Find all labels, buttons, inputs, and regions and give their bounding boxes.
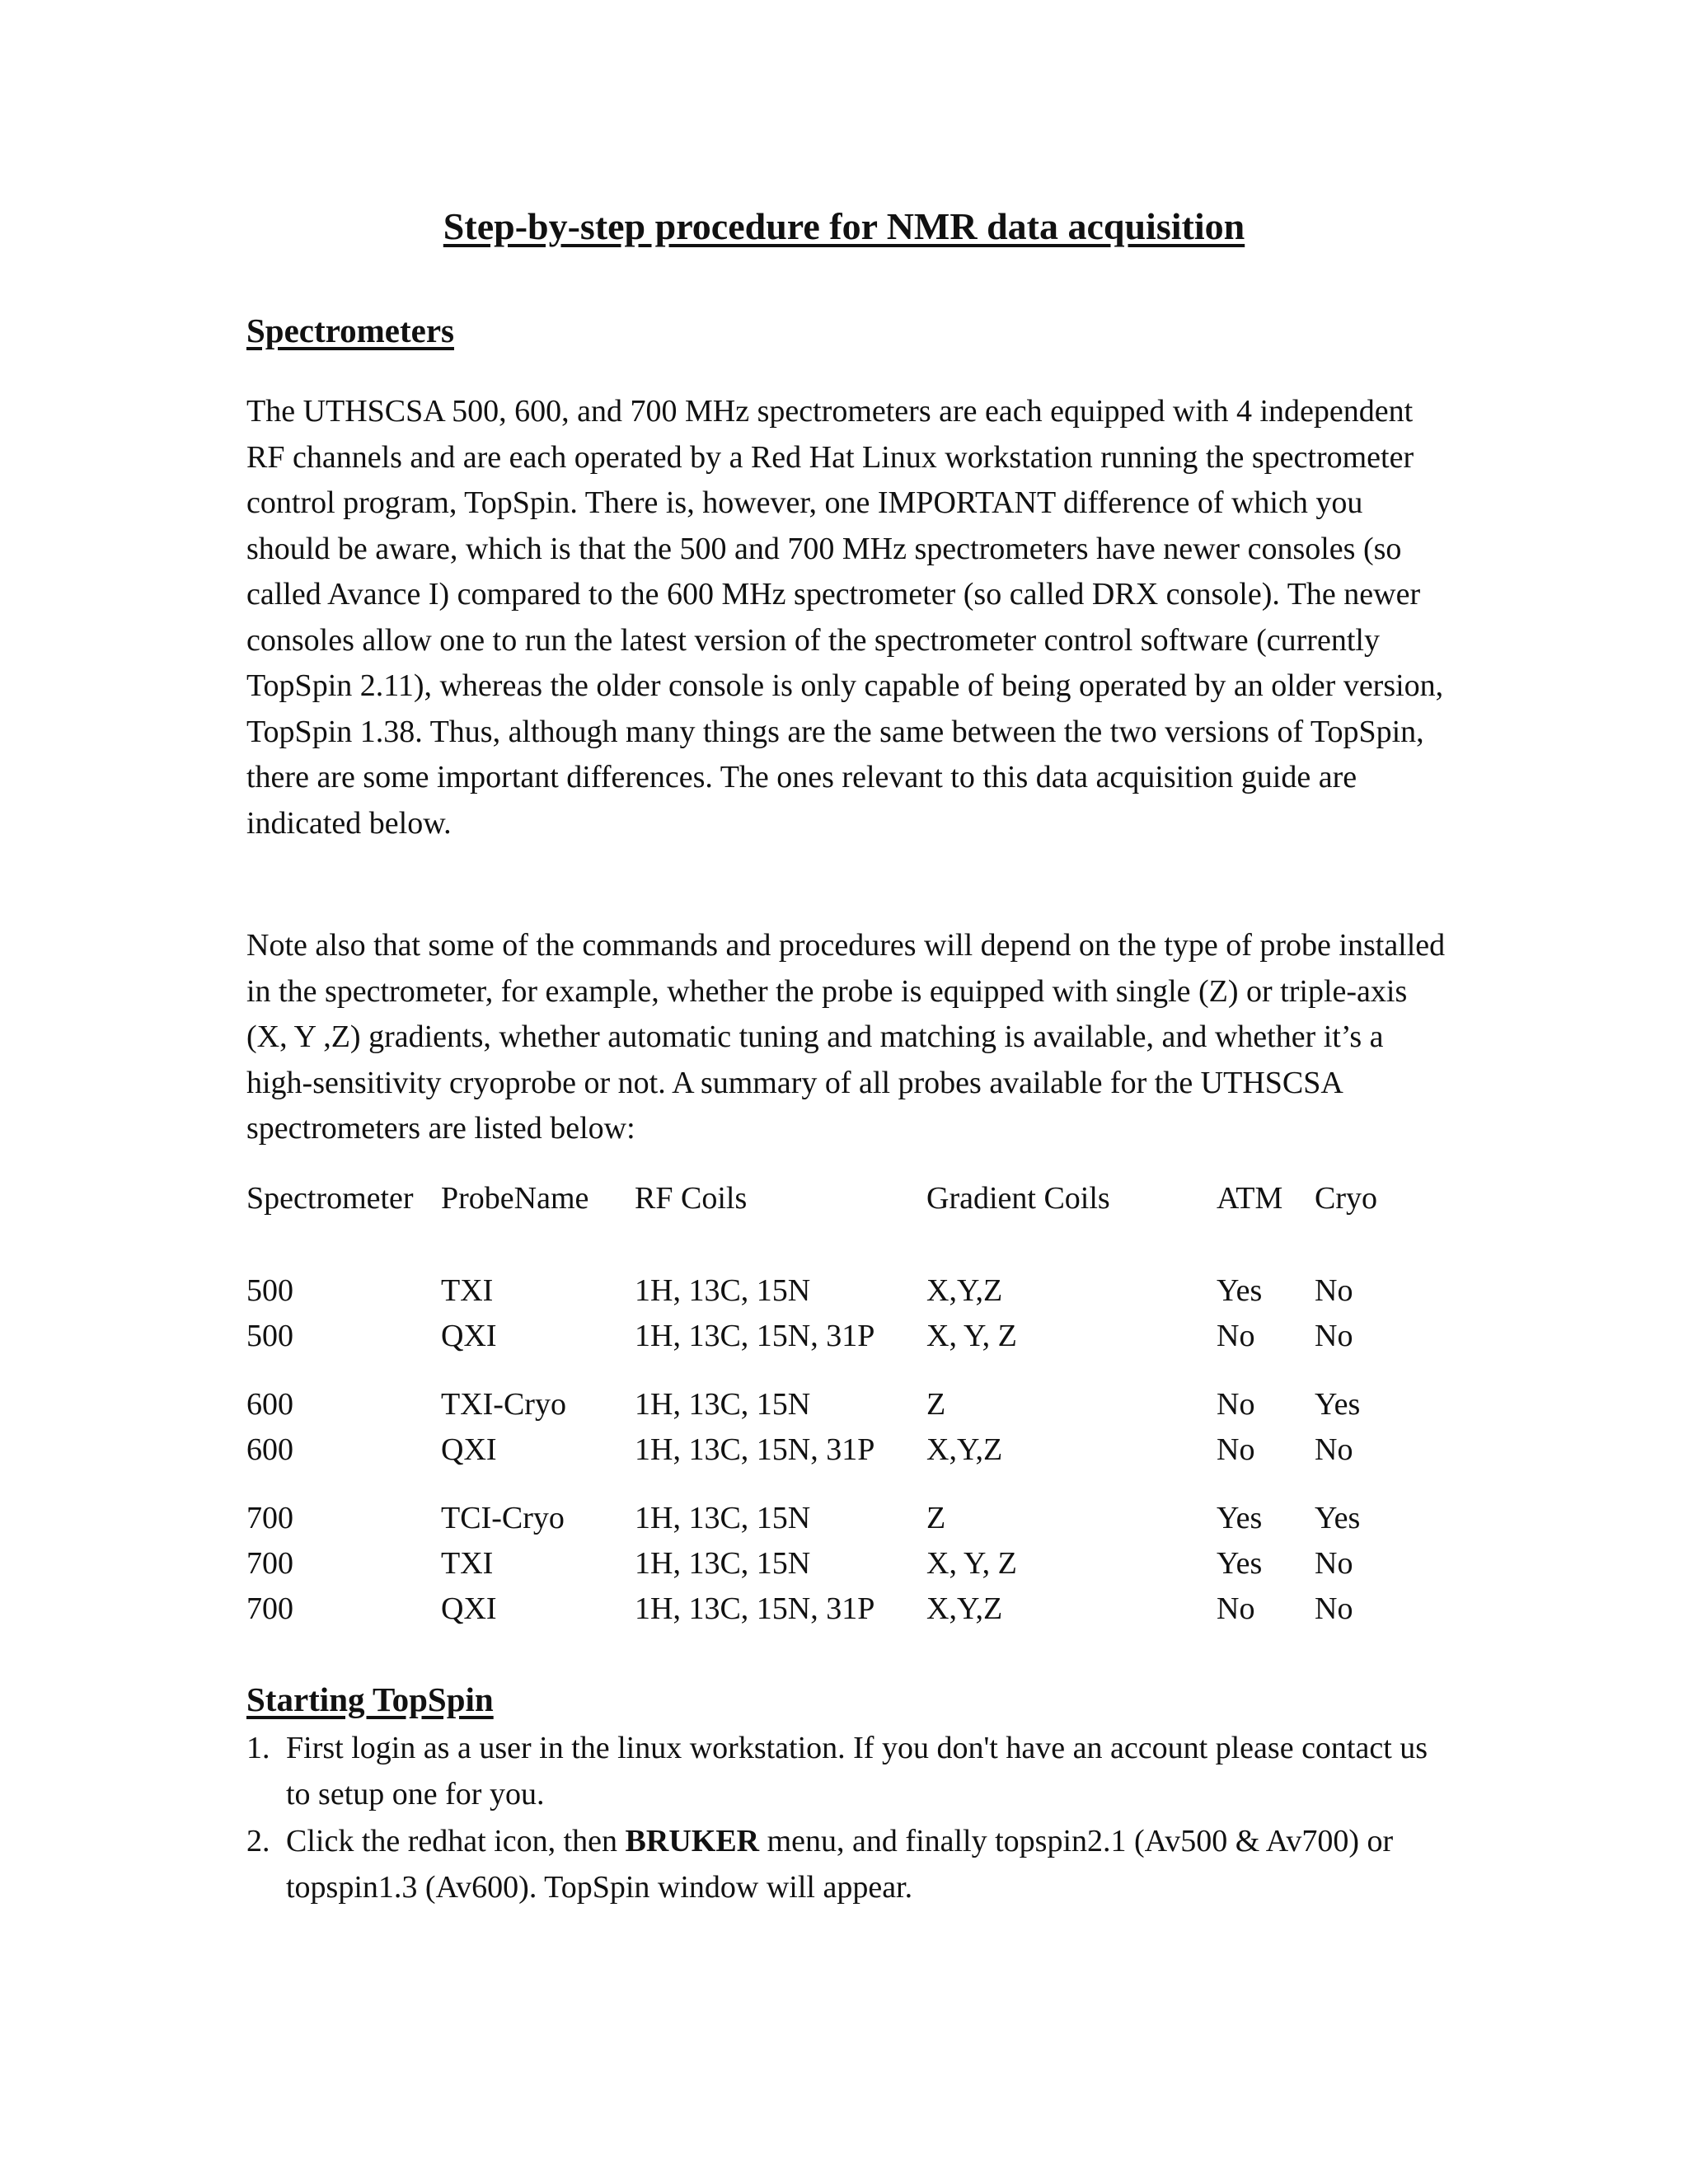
table-cell: No [1315,1432,1353,1467]
section-heading-starting-topspin: Starting TopSpin [246,1680,494,1718]
table-cell: No [1217,1432,1255,1467]
section-heading-spectrometers: Spectrometers [246,312,454,349]
table-cell: Yes [1217,1546,1263,1581]
table-cell: TXI [441,1546,494,1581]
table-cell: No [1315,1273,1353,1308]
list-item [246,1725,1450,1817]
table-cell: 1H, 13C, 15N, 31P [635,1591,875,1626]
table-cell: 1H, 13C, 15N [635,1273,811,1308]
table-row [246,1314,1450,1359]
table-cell: Yes [1217,1501,1263,1535]
steps-list [246,1725,1450,1911]
paragraph-probes-note [246,923,1450,1152]
table-cell: QXI [441,1319,497,1353]
table-cell: 1H, 13C, 15N, 31P [635,1319,875,1353]
table-cell: Yes [1315,1387,1361,1422]
table-row [246,1496,1450,1541]
table-cell: TXI [441,1273,494,1308]
step-number: 2. [246,1824,270,1858]
table-cell: X,Y,Z [926,1273,1003,1308]
table-cell: No [1315,1319,1353,1353]
table-row [246,1382,1450,1427]
step-text: First login as a user in the linux workstation. If you don't have an account please contact us to setup one for you. [286,1731,1428,1811]
table-cell: No [1315,1591,1353,1626]
table-cell: 1H, 13C, 15N [635,1546,811,1581]
column-header: ProbeName [441,1181,589,1216]
paragraph-text: The UTHSCSA 500, 600, and 700 MHz spectrometers are each equipped with 4 independent RF channels and are each operated by a Red Hat Linux workstation running the spectrometer control program, TopSpin. There is, however, one IMPORTANT difference of which you should be aware, which is that the 500 and 700 MHz spectrometers have newer consoles (so called Avance I) compared to the 600 MHz spectrometer (so called DRX console). The newer consoles allow one to run the latest version of the spectrometer control software (currently TopSpin 2.11), whereas the older console is only capable of being operated by an older version, TopSpin 1.38. Thus, although many things are the same between the two versions of TopSpin, there are some important differences. The ones relevant to this data acquisition guide are indicated below. [246,394,1444,841]
table-cell: TXI-Cryo [441,1387,566,1422]
table-cell: Z [926,1387,946,1422]
step-text-pre: Click the redhat icon, then [286,1824,626,1858]
table-cell: No [1217,1387,1255,1422]
step-number: 1. [246,1731,270,1765]
table-cell: Yes [1217,1273,1263,1308]
column-header: Cryo [1315,1181,1377,1216]
table-row [246,1586,1450,1632]
table-cell: 600 [246,1387,293,1422]
table-cell: QXI [441,1432,497,1467]
table-cell: 1H, 13C, 15N, 31P [635,1432,875,1467]
page-title: Step-by-step procedure for NMR data acquisition [443,205,1245,247]
table-cell: No [1217,1591,1255,1626]
table-row [246,1427,1450,1473]
paragraph-spectrometers-intro [246,389,1450,846]
table-cell: 600 [246,1432,293,1467]
table-cell: 700 [246,1546,293,1581]
table-cell: No [1315,1546,1353,1581]
table-cell: Yes [1315,1501,1361,1535]
table-cell: 1H, 13C, 15N [635,1387,811,1422]
table-header-row [246,1176,1450,1221]
table-cell: 500 [246,1319,293,1353]
probe-table [246,1176,1450,1632]
table-cell: 500 [246,1273,293,1308]
table-cell: 700 [246,1501,293,1535]
column-header: Spectrometer [246,1181,414,1216]
table-cell: X,Y,Z [926,1591,1003,1626]
column-header: RF Coils [635,1181,748,1216]
step-text-bold: BRUKER [625,1824,760,1858]
table-cell: X,Y,Z [926,1432,1003,1467]
table-row [246,1268,1450,1314]
table-cell: QXI [441,1591,497,1626]
column-header: Gradient Coils [926,1181,1110,1216]
table-cell: TCI-Cryo [441,1501,565,1535]
list-item [246,1818,1450,1910]
table-cell: 700 [246,1591,293,1626]
table-cell: X, Y, Z [926,1546,1017,1581]
table-cell: Z [926,1501,946,1535]
table-row [246,1541,1450,1586]
step-text-post: menu, and finally topspin2.1 (Av500 & Av700) or topspin1.3 (Av600). TopSpin window will appear. [286,1824,1394,1905]
column-header: ATM [1217,1181,1283,1216]
table-cell: X, Y, Z [926,1319,1017,1353]
table-cell: No [1217,1319,1255,1353]
table-cell: 1H, 13C, 15N [635,1501,811,1535]
paragraph-text: Note also that some of the commands and procedures will depend on the type of probe installed in the spectrometer, for example, whether the probe is equipped with single (Z) or triple-axis (X, Y ,Z) gradients, whether automatic tuning and matching is available, and whether it’s a high-sensitivity cryoprobe or not. A summary of all probes available for the UTHSCSA spectrometers are listed below: [246,928,1446,1146]
